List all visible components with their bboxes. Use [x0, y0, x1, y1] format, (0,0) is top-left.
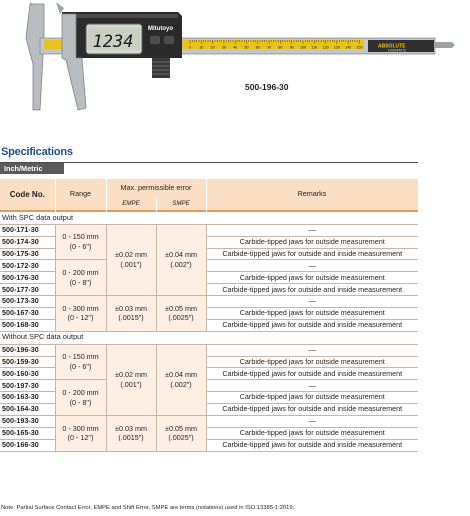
- scale-number: 60: [255, 45, 260, 50]
- remarks-cell: —: [206, 260, 418, 272]
- scale-number: 0: [189, 45, 191, 50]
- empe-inch: (.001"): [120, 259, 142, 269]
- smpe-mm: ±0.05 mm: [165, 303, 197, 313]
- remarks-cell: —: [206, 415, 418, 427]
- thumb-roller: [152, 58, 170, 78]
- remarks-cell: —: [206, 380, 418, 392]
- footnote: Note: Partial Surface Contact Error, EMPE and Shift Error, SMPE are terms (notations) used in ISO 13385-1:2019.: [1, 505, 295, 511]
- smpe-inch: (.002"): [170, 259, 192, 269]
- range-inch: (0 - 6"): [69, 361, 92, 371]
- range-cell: [55, 296, 106, 332]
- empe-cell: [106, 415, 156, 451]
- range-mm: 0 - 300 mm: [62, 303, 99, 313]
- section-title: Specifications: [1, 146, 73, 158]
- range-cell: [55, 415, 106, 451]
- smpe-inch: (.0025"): [168, 313, 194, 323]
- empe-inch: (.0015"): [118, 313, 144, 323]
- scale-number: 30: [221, 45, 226, 50]
- header-error: Max. permissible error: [106, 179, 206, 197]
- empe-cell: [106, 224, 156, 295]
- scale-number: 120: [322, 45, 329, 50]
- remarks-cell: Carbide-tipped jaws for outside measurement: [206, 427, 418, 439]
- smpe-mm: ±0.04 mm: [165, 370, 197, 380]
- zero-button: [150, 36, 160, 44]
- range-cell: [55, 380, 106, 416]
- code-cell: 500-165-30: [0, 427, 55, 439]
- range-inch: (0 - 12"): [67, 313, 94, 323]
- remarks-cell: Carbide-tipped jaws for outside and inside measurement: [206, 404, 418, 416]
- empe-mm: ±0.03 mm: [115, 423, 147, 433]
- specification-table: [0, 179, 419, 452]
- remarks-cell: —: [206, 344, 418, 356]
- code-cell: 500-164-30: [0, 404, 55, 416]
- header-range: Range: [55, 179, 106, 210]
- empe-inch: (.0015"): [118, 433, 144, 443]
- model-label: 500-196-30: [245, 82, 289, 92]
- table-row: [0, 296, 418, 308]
- scale-number: 110: [311, 45, 318, 50]
- code-cell: 500-160-30: [0, 368, 55, 380]
- remarks-cell: —: [206, 296, 418, 308]
- smpe-inch: (.002"): [170, 379, 192, 389]
- smpe-cell: [156, 224, 206, 295]
- smpe-cell: [156, 296, 206, 332]
- absolute-badge: ABSOLUTE: [378, 43, 406, 50]
- code-cell: 500-175-30: [0, 248, 55, 260]
- range-mm: 0 - 300 mm: [62, 423, 99, 433]
- remarks-cell: Carbide-tipped jaws for outside measurement: [206, 392, 418, 404]
- range-cell: [55, 260, 106, 296]
- header-empe: EMPE: [106, 197, 156, 210]
- remarks-cell: Carbide-tipped jaws for outside measurement: [206, 308, 418, 320]
- scale-number: 40: [233, 45, 238, 50]
- empe-cell: [106, 296, 156, 332]
- remarks-cell: Carbide-tipped jaws for outside and inside measurement: [206, 319, 418, 331]
- empe-mm: ±0.03 mm: [115, 303, 147, 313]
- group-label: With SPC data output: [0, 212, 418, 224]
- smpe-inch: (.0025"): [168, 433, 194, 443]
- remarks-cell: —: [206, 224, 418, 236]
- smpe-mm: ±0.05 mm: [165, 423, 197, 433]
- code-cell: 500-163-30: [0, 392, 55, 404]
- scale-number: 20: [210, 45, 215, 50]
- remarks-cell: Carbide-tipped jaws for outside measurement: [206, 356, 418, 368]
- smpe-cell: [156, 344, 206, 415]
- table-row: [0, 415, 418, 427]
- scale-number: 130: [333, 45, 340, 50]
- range-mm: 0 - 200 mm: [62, 268, 99, 278]
- lcd-reading: 1234: [92, 32, 134, 52]
- code-cell: 500-167-30: [0, 308, 55, 320]
- code-cell: 500-159-30: [0, 356, 55, 368]
- scale-number: 70: [267, 45, 272, 50]
- scale-number: 150: [356, 45, 363, 50]
- range-cell: [55, 224, 106, 260]
- header-smpe: SMPE: [156, 197, 206, 210]
- remarks-cell: Carbide-tipped jaws for outside and inside measurement: [206, 368, 418, 380]
- empe-cell: [106, 344, 156, 415]
- code-cell: 500-166-30: [0, 439, 55, 451]
- code-cell: 500-172-30: [0, 260, 55, 272]
- code-cell: 500-174-30: [0, 236, 55, 248]
- range-mm: 0 - 150 mm: [62, 352, 99, 362]
- smpe-cell: [156, 415, 206, 451]
- code-cell: 500-176-30: [0, 272, 55, 284]
- table-row: [0, 344, 418, 356]
- range-inch: (0 - 8"): [69, 397, 92, 407]
- range-inch: (0 - 12"): [67, 433, 94, 443]
- remarks-cell: Carbide-tipped jaws for outside and inside measurement: [206, 439, 418, 451]
- range-inch: (0 - 6"): [69, 242, 92, 252]
- range-cell: [55, 344, 106, 380]
- code-cell: 500-168-30: [0, 319, 55, 331]
- scale-number: 10: [199, 45, 204, 50]
- scale-number: 50: [244, 45, 249, 50]
- empe-mm: ±0.02 mm: [115, 250, 147, 260]
- scale-number: 80: [278, 45, 283, 50]
- code-cell: 500-171-30: [0, 224, 55, 236]
- fixed-jaw: [26, 4, 44, 110]
- remarks-cell: Carbide-tipped jaws for outside and inside measurement: [206, 284, 418, 296]
- code-cell: 500-177-30: [0, 284, 55, 296]
- table-row: [0, 260, 418, 272]
- remarks-cell: Carbide-tipped jaws for outside measurement: [206, 236, 418, 248]
- smpe-mm: ±0.04 mm: [165, 250, 197, 260]
- range-mm: 0 - 150 mm: [62, 232, 99, 242]
- origin-button: [164, 36, 174, 44]
- group-label: Without SPC data output: [0, 331, 418, 344]
- code-cell: 500-173-30: [0, 296, 55, 308]
- remarks-cell: Carbide-tipped jaws for outside measurement: [206, 272, 418, 284]
- empe-inch: (.001"): [120, 379, 142, 389]
- digimatic-badge: DIGIMATIC: [388, 48, 407, 53]
- remarks-cell: Carbide-tipped jaws for outside and inside measurement: [206, 248, 418, 260]
- range-mm: 0 - 200 mm: [62, 387, 99, 397]
- header-remarks: Remarks: [206, 179, 418, 210]
- code-cell: 500-193-30: [0, 415, 55, 427]
- scale-number: 100: [300, 45, 306, 50]
- brand-logo: Mitutoyo: [148, 26, 173, 32]
- table-row: [0, 224, 418, 236]
- table-row: [0, 380, 418, 392]
- code-cell: 500-196-30: [0, 344, 55, 356]
- scale-number: 90: [289, 45, 294, 50]
- tab-inch-metric[interactable]: Inch/Metric: [0, 163, 64, 174]
- code-cell: 500-197-30: [0, 380, 55, 392]
- caliper-image: [0, 0, 470, 118]
- header-code: Code No.: [0, 179, 55, 210]
- scale-number: 140: [345, 45, 352, 50]
- empe-mm: ±0.02 mm: [115, 370, 147, 380]
- range-inch: (0 - 8"): [69, 277, 92, 287]
